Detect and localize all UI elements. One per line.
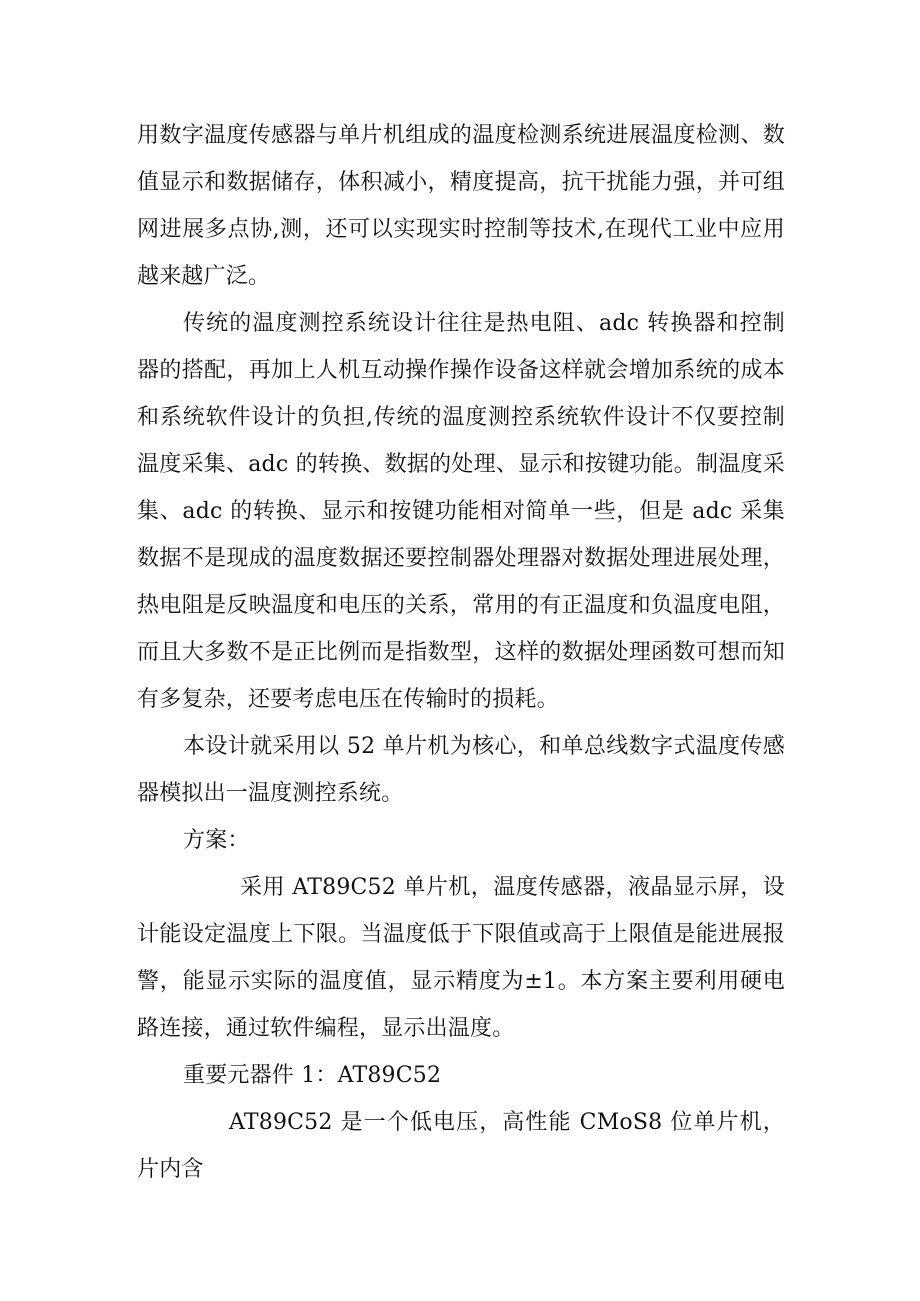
paragraph-intro: 用数字温度传感器与单片机组成的温度检测系统进展温度检测、数值显示和数据储存，体积减小，精度提高，抗干扰能力强，并可组网进展多点协,测，还可以实现实时控制等技术,在现代工业中应用越来越广泛。 xyxy=(137,123,785,289)
paragraph-traditional-system: 传统的温度测控系统设计往往是热电阻、adc 转换器和控制器的搭配，再加上人机互动操作操作设备这样就会增加系统的成本和系统软件设计的负担,传统的温度测控系统软件设计不仅要控制温度采集、adc 的转换、数据的处理、显示和按键功能。制温度采集、adc 的转换、显示和按键功能相对简单一些，但是 adc 采集数据不是现成的温度数据还要控制器处理器对数据处理进展处理，热电阻是反映温度和电压的关系，常用的有正温度和负温度电阻，而且大多数不是正比例而是指数型，这样的数据处理函数可想而知有多复杂，还要考虑电压在传输时的损耗。 xyxy=(137,311,785,712)
paragraph-component-heading: 重要元器件 1：AT89C52 xyxy=(183,1063,442,1088)
paragraph-scheme-heading: 方案： xyxy=(183,828,250,853)
paragraph-component-body: AT89C52 是一个低电压，高性能 CMoS8 位单片机，片内含 xyxy=(137,1110,785,1182)
paragraph-scheme-body: 采用 AT89C52 单片机，温度传感器，液晶显示屏，设计能设定温度上下限。当温度低于下限值或高于上限值是能进展报警，能显示实际的温度值，显示精度为±1。本方案主要利用硬电路连接，通过软件编程，显示出温度。 xyxy=(137,875,785,1041)
document-page xyxy=(137,112,785,1193)
paragraph-design-summary: 本设计就采用以 52 单片机为核心，和单总线数字式温度传感器模拟出一温度测控系统。 xyxy=(137,734,785,806)
